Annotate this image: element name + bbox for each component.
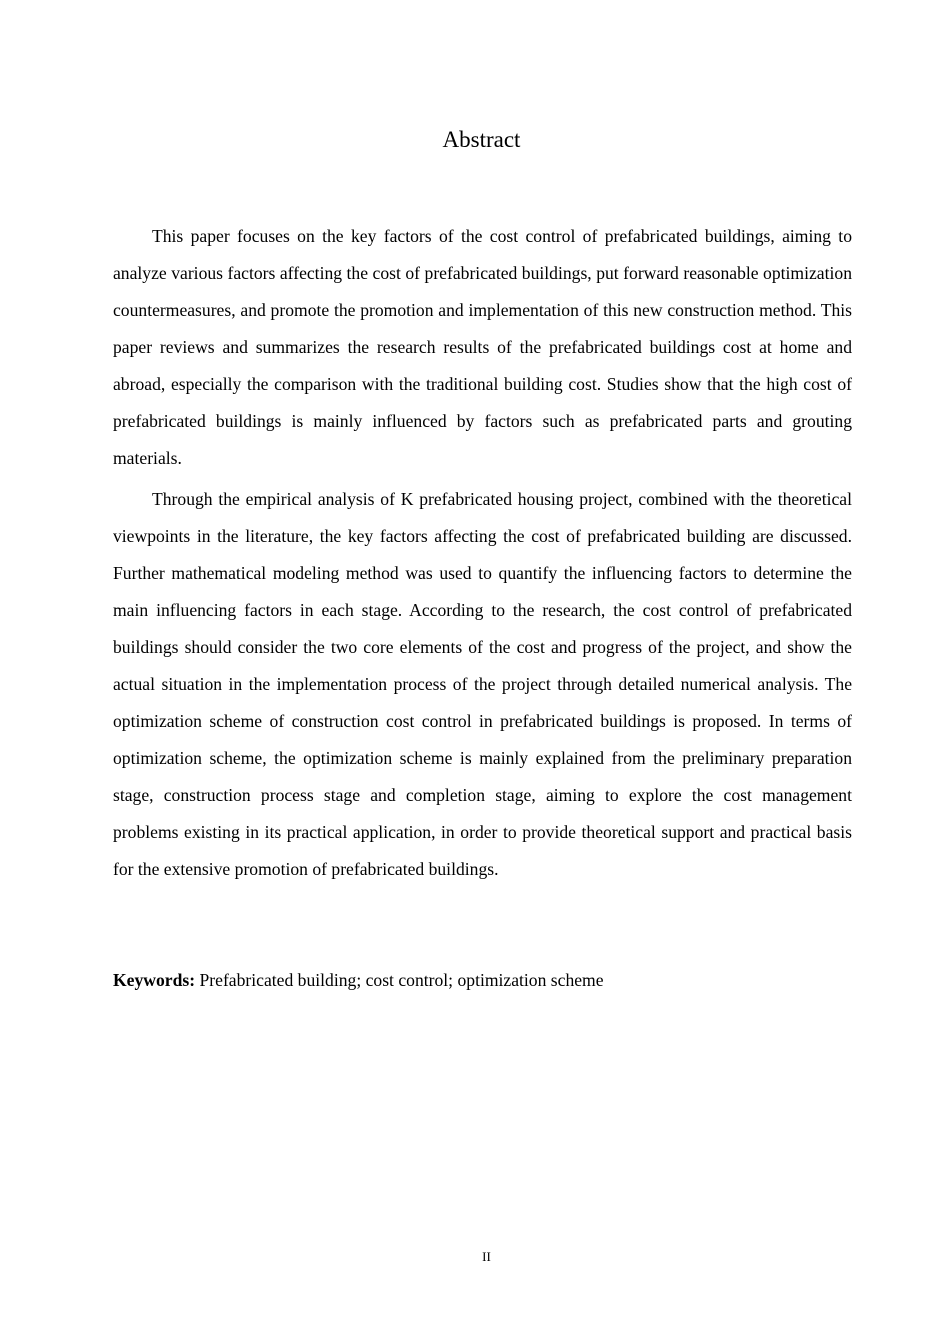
abstract-paragraph-1: This paper focuses on the key factors of the cost control of prefabricated buildings, aiming to analyze various factors affecting the cost of prefabricated buildings, put forward reasonable optimization countermeasures, and promote the promotion and implementation of this new construction method. This paper reviews and summarizes the research results of the prefabricated buildings cost at home and abroad, especially the comparison with the traditional building cost. Studies show that the high cost of prefabricated buildings is mainly influenced by factors such as prefabricated parts and grouting materials.: [113, 226, 852, 468]
abstract-paragraph-2: Through the empirical analysis of K prefabricated housing project, combined with the theoretical viewpoints in the literature, the key factors affecting the cost of prefabricated building are discussed. Further mathematical modeling method was used to quantify the influencing factors to determine the main influencing factors in each stage. According to the research, the cost control of prefabricated buildings should consider the two core elements of the cost and progress of the project, and show the actual situation in the implementation process of the project through detailed numerical analysis. The optimization scheme of construction cost control in prefabricated buildings is proposed. In terms of optimization scheme, the optimization scheme is mainly explained from the preliminary preparation stage, construction process stage and completion stage, aiming to explore the cost management problems existing in its practical application, in order to provide theoretical support and practical basis for the extensive promotion of prefabricated buildings.: [113, 489, 852, 879]
keywords-line: [113, 966, 852, 994]
keywords-text: Prefabricated building; cost control; optimization scheme: [199, 970, 604, 990]
page-number: II: [482, 1249, 491, 1264]
page-title: Abstract: [442, 127, 521, 152]
keywords-label: Keywords:: [113, 970, 196, 990]
abstract-body: [113, 218, 852, 892]
